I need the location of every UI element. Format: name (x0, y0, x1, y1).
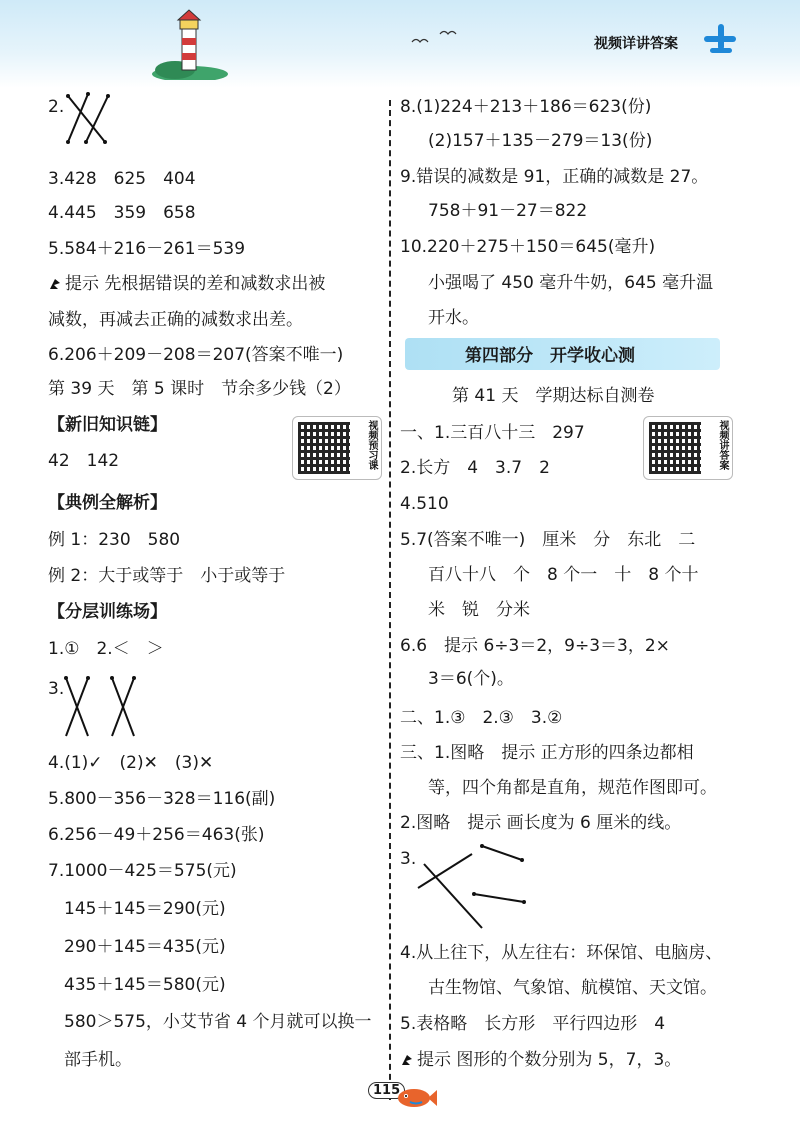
qr-code-left[interactable] (292, 416, 382, 480)
line-text: 290＋145＝435(元) (64, 937, 226, 957)
left-col-line (48, 412, 167, 438)
line-text: 开水。 (428, 308, 479, 328)
right-col-line (400, 234, 655, 260)
line-text: 145＋145＝290(元) (64, 899, 226, 919)
qr-label-right: 视频讲答案 (717, 420, 728, 470)
line-text: 米 锐 分米 (428, 600, 530, 620)
line-text: 3. (400, 849, 417, 869)
right-col-line (400, 527, 695, 553)
right-col-line (428, 305, 479, 331)
right-col-line (400, 164, 708, 190)
line-text: 758＋91－27＝822 (428, 201, 588, 221)
line-text: 第 39 天 第 5 课时 节余多少钱（2） (48, 379, 351, 399)
line-text: 【新旧知识链】 (48, 415, 167, 435)
left-col-line (48, 599, 167, 625)
line-text: 【分层训练场】 (48, 602, 167, 622)
matching-lines-2 (60, 674, 150, 742)
right-col-line (400, 740, 694, 766)
right-col-line (428, 562, 698, 588)
left-col-line (48, 448, 119, 474)
line-text: 1.① 2.＜ ＞ (48, 639, 164, 659)
left-col-line (48, 822, 264, 848)
right-col-line (400, 940, 722, 966)
line-text: 7.1000－425＝575(元) (48, 861, 237, 881)
line-text: (2)157＋135－279＝13(份) (428, 131, 653, 151)
left-col-line (48, 236, 245, 262)
line-text: 第 41 天 学期达标自测卷 (452, 386, 655, 406)
line-text: 4.445 359 658 (48, 203, 196, 223)
qr-code-icon (298, 422, 350, 474)
left-col-line (48, 307, 303, 333)
left-col-line (48, 786, 275, 812)
line-text: 5.表格略 长方形 平行四边形 4 (400, 1014, 666, 1034)
right-col-line (400, 810, 681, 836)
line-text: 提示 先根据错误的差和减数求出被 (65, 274, 326, 294)
section-banner-title: 第四部分 开学收心测 (465, 346, 635, 366)
line-text: 百八十八 个 8 个一 十 8 个十 (428, 565, 699, 585)
page-header (0, 0, 800, 88)
line-text: 580＞575，小艾节省 4 个月就可以换一 (64, 1012, 372, 1032)
column-divider (389, 100, 391, 1100)
left-col-line (48, 166, 196, 192)
line-text: 【典例全解析】 (48, 493, 167, 513)
line-text: 4.(1)✓ (2)✕ (3)✕ (48, 753, 214, 773)
line-text: 例 1：230 580 (48, 530, 181, 550)
right-col-line (400, 1047, 681, 1073)
line-text: 435＋145＝580(元) (64, 975, 226, 995)
line-text: 例 2：大于或等于 小于或等于 (48, 566, 286, 586)
right-col-line (428, 666, 514, 692)
matching-lines-3 (412, 840, 532, 936)
right-col-line (400, 94, 651, 120)
left-col-line (48, 342, 343, 368)
left-col-line (48, 271, 325, 297)
left-col-line (48, 750, 213, 776)
left-col-line (64, 972, 226, 998)
line-text: 6.256－49＋256＝463(张) (48, 825, 265, 845)
line-text: 三、1.图略 提示 正方形的四条边都相 (400, 743, 694, 763)
line-text: 4.从上往下，从左往右：环保馆、电脑房、 (400, 943, 723, 963)
left-col-line (48, 490, 167, 516)
header-title: 视频详讲答案 (594, 36, 678, 52)
line-text: 小强喝了 450 毫升牛奶，645 毫升温 (428, 273, 714, 293)
right-col-line (400, 455, 550, 481)
left-col-line (48, 858, 237, 884)
right-col-line (400, 1011, 665, 1037)
matching-lines-1 (60, 90, 130, 150)
left-col-line (48, 636, 164, 662)
line-text: 5.800－356－328＝116(副) (48, 789, 276, 809)
line-text: 提示 图形的个数分别为 5，7，3。 (417, 1050, 682, 1070)
line-text: 3. (48, 679, 65, 699)
line-text: 5.7(答案不唯一) 厘米 分 东北 二 (400, 530, 696, 550)
line-text: 42 142 (48, 451, 120, 471)
line-text: 8.(1)224＋213＋186＝623(份) (400, 97, 652, 117)
line-text: 一、1.三百八十三 297 (400, 423, 585, 443)
line-text: 二、1.③ 2.③ 3.② (400, 708, 563, 728)
right-col-line (400, 420, 585, 446)
right-col-line (400, 633, 670, 659)
line-text: 2.图略 提示 画长度为 6 厘米的线。 (400, 813, 682, 833)
left-col-line (64, 934, 226, 960)
right-col-line (428, 775, 717, 801)
right-col-line (428, 270, 713, 296)
line-text: 2. (48, 97, 65, 117)
left-col-line (64, 896, 226, 922)
hint-icon (400, 1053, 414, 1067)
qr-code-right[interactable] (643, 416, 733, 480)
left-col-line (48, 200, 196, 226)
left-col-line (64, 1047, 132, 1073)
line-text: 5.584＋216－261＝539 (48, 239, 246, 259)
fish-icon (396, 1084, 438, 1110)
lighthouse-icon (150, 8, 230, 80)
left-col-line (48, 376, 351, 402)
right-col-line (400, 491, 449, 517)
line-text: 部手机。 (64, 1050, 132, 1070)
line-text: 3＝6(个)。 (428, 669, 514, 689)
birds-icon (410, 28, 460, 48)
hint-icon (48, 277, 62, 291)
line-text: 2.长方 4 3.7 2 (400, 458, 550, 478)
qr-code-icon (649, 422, 701, 474)
line-text: 3.428 625 404 (48, 169, 196, 189)
line-text: 古生物馆、气象馆、航模馆、天文馆。 (428, 978, 717, 998)
right-col-line (428, 128, 652, 154)
line-text: 9.错误的减数是 91，正确的减数是 27。 (400, 167, 709, 187)
brand-logo-icon (700, 22, 740, 58)
right-col-line (452, 383, 654, 409)
right-col-line (428, 975, 717, 1001)
line-text: 等，四个角都是直角，规范作图即可。 (428, 778, 717, 798)
right-col-line (428, 597, 530, 623)
right-col-line (428, 198, 587, 224)
qr-label-left: 视频预习课 (366, 420, 377, 470)
left-col-line (48, 527, 180, 553)
line-text: 4.510 (400, 494, 449, 514)
left-col-line (48, 563, 285, 589)
line-text: 6.206＋209－208＝207(答案不唯一) (48, 345, 344, 365)
line-text: 10.220＋275＋150＝645(毫升) (400, 237, 656, 257)
left-col-line (64, 1009, 372, 1035)
right-col-line (400, 705, 562, 731)
line-text: 减数，再减去正确的减数求出差。 (48, 310, 303, 330)
line-text: 6.6 提示 6÷3＝2，9÷3＝3，2× (400, 636, 670, 656)
page-number: 115 (368, 1082, 405, 1099)
